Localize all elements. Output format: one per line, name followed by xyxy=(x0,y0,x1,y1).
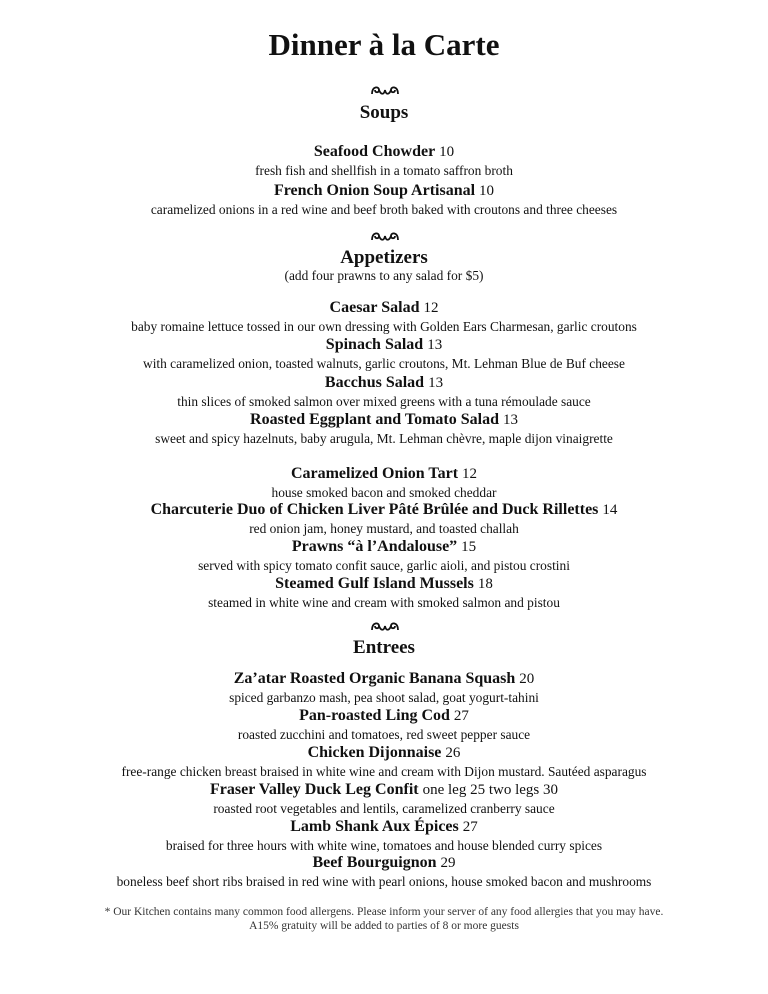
item-price: 27 xyxy=(453,708,469,724)
item-price: 26 xyxy=(445,745,461,761)
item-name: Beef Bourguignon xyxy=(312,854,437,871)
ornament-icon xyxy=(370,229,400,243)
item-name: Bacchus Salad xyxy=(324,374,425,391)
item-name: Spinach Salad xyxy=(325,336,424,353)
item-name: Prawns “à l’Andalouse” xyxy=(291,538,458,555)
section-heading: Entrees xyxy=(353,637,415,658)
menu-item xyxy=(0,299,768,317)
item-description: red onion jam, honey mustard, and toasted challah xyxy=(249,521,519,536)
menu-item xyxy=(0,781,768,799)
item-name: Seafood Chowder xyxy=(313,143,436,160)
menu-item xyxy=(0,182,768,200)
menu-item xyxy=(0,670,768,688)
section-heading: Soups xyxy=(359,102,409,123)
item-price: 12 xyxy=(462,466,478,482)
menu-item xyxy=(0,538,768,556)
page-title: Dinner à la Carte xyxy=(268,27,500,62)
item-price: 10 xyxy=(439,144,455,160)
item-description: thin slices of smoked salmon over mixed greens with a tuna rémoulade sauce xyxy=(177,394,591,409)
menu-item xyxy=(0,374,768,392)
item-price: 13 xyxy=(427,337,443,353)
item-price: 13 xyxy=(428,375,444,391)
item-description: roasted zucchini and tomatoes, red sweet pepper sauce xyxy=(237,727,531,742)
item-name: Za’atar Roasted Organic Banana Squash xyxy=(233,670,516,687)
item-name: Pan-roasted Ling Cod xyxy=(299,707,450,724)
item-price: one leg 25 two legs 30 xyxy=(422,782,558,798)
item-description: with caramelized onion, toasted walnuts, garlic croutons, Mt. Lehman Blue de Buf cheese xyxy=(143,356,625,371)
section-heading: Appetizers xyxy=(340,247,428,268)
item-description: sweet and spicy hazelnuts, baby arugula, Mt. Lehman chèvre, maple dijon vinaigrette xyxy=(155,431,613,446)
item-description: boneless beef short ribs braised in red wine with pearl onions, house smoked bacon and mushrooms xyxy=(116,874,652,889)
item-description: spiced garbanzo mash, pea shoot salad, goat yogurt-tahini xyxy=(229,690,539,705)
item-description: baby romaine lettuce tossed in our own dressing with Golden Ears Charmesan, garlic croutons xyxy=(131,319,637,334)
item-price: 20 xyxy=(519,671,535,687)
item-price: 27 xyxy=(462,819,478,835)
allergen-notice: * Our Kitchen contains many common food allergens. Please inform your server of any food allergies that you may have. xyxy=(104,906,664,918)
menu-item xyxy=(0,575,768,593)
item-description: steamed in white wine and cream with smoked salmon and pistou xyxy=(208,595,560,610)
item-price: 12 xyxy=(423,300,439,316)
item-name: Caesar Salad xyxy=(329,299,420,316)
menu-item xyxy=(0,501,768,519)
item-description: free-range chicken breast braised in white wine and cream with Dijon mustard. Sautéed asparagus xyxy=(121,764,647,779)
item-name: Caramelized Onion Tart xyxy=(290,465,459,482)
item-name: Chicken Dijonnaise xyxy=(307,744,442,761)
menu-item xyxy=(0,854,768,872)
ornament-icon xyxy=(370,83,400,97)
item-name: Steamed Gulf Island Mussels xyxy=(275,575,474,592)
gratuity-notice: A15% gratuity will be added to parties of 8 or more guests xyxy=(249,920,519,932)
ornament-icon xyxy=(370,619,400,633)
menu-item xyxy=(0,465,768,483)
item-price: 15 xyxy=(461,539,477,555)
item-name: Charcuterie Duo of Chicken Liver Pâté Brûlée and Duck Rillettes xyxy=(150,501,599,518)
item-name: French Onion Soup Artisanal xyxy=(273,182,476,199)
item-name: Roasted Eggplant and Tomato Salad xyxy=(250,411,499,428)
item-description: served with spicy tomato confit sauce, garlic aioli, and pistou crostini xyxy=(198,558,570,573)
item-description: braised for three hours with white wine, tomatoes and house blended curry spices xyxy=(165,838,603,853)
item-price: 14 xyxy=(602,502,618,518)
item-description: caramelized onions in a red wine and beef broth baked with croutons and three cheeses xyxy=(150,202,618,217)
item-name: Lamb Shank Aux Épices xyxy=(290,818,459,835)
menu-item xyxy=(0,143,768,161)
menu-item xyxy=(0,411,768,429)
menu-item xyxy=(0,818,768,836)
item-price: 18 xyxy=(477,576,493,592)
menu-item xyxy=(0,744,768,762)
item-price: 29 xyxy=(440,855,456,871)
item-price: 10 xyxy=(479,183,495,199)
item-name: Fraser Valley Duck Leg Confit xyxy=(210,781,419,798)
item-price: 13 xyxy=(502,412,518,428)
section-note: (add four prawns to any salad for $5) xyxy=(284,268,484,283)
item-description: roasted root vegetables and lentils, caramelized cranberry sauce xyxy=(213,801,555,816)
menu-item xyxy=(0,707,768,725)
item-description: house smoked bacon and smoked cheddar xyxy=(271,485,497,500)
menu-item xyxy=(0,336,768,354)
item-description: fresh fish and shellfish in a tomato saffron broth xyxy=(255,163,513,178)
